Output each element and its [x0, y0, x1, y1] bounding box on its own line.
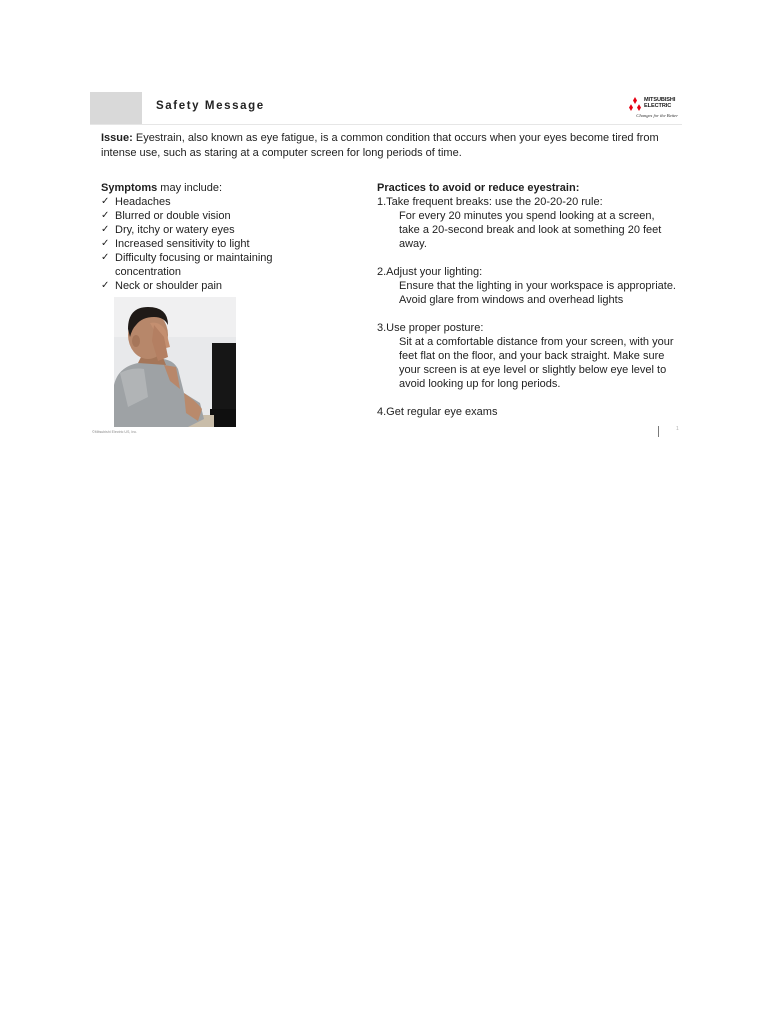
logo-wordmark: MITSUBISHI ELECTRIC: [644, 97, 676, 109]
symptom-item: [101, 209, 301, 223]
logo-tagline: Changes for the Better: [636, 113, 678, 118]
practice-item: [377, 405, 677, 419]
symptoms-heading: Symptoms may include:: [101, 182, 223, 194]
practice-detail: Sit at a comfortable distance from your screen, with your feet flat on the floor, and your back straight. Make sure your screen is at eye level or slightly below eye level to avoid looking up for long periods.: [399, 336, 674, 390]
practice-item: [377, 195, 677, 251]
practice-title: 2.Adjust your lighting:: [377, 266, 483, 278]
symptom-item: [101, 237, 301, 251]
symptom-item: [101, 251, 301, 279]
practice-item: [377, 265, 677, 307]
checkmark-icon: ✓: [101, 224, 110, 235]
symptoms-list: [101, 195, 301, 293]
symptom-text: Blurred or double vision: [115, 210, 231, 222]
photo-credit: ©Mitsubishi Electric US, Inc.: [92, 430, 138, 434]
checkmark-icon: ✓: [101, 196, 110, 207]
symptom-item: [101, 195, 301, 209]
practice-title: 4.Get regular eye exams: [377, 406, 498, 418]
symptom-item: [101, 279, 301, 293]
issue-text: Eyestrain, also known as eye fatigue, is a common condition that occurs when your eyes become tired from intense use, such as staring at a computer screen for long periods of time.: [101, 132, 659, 159]
practices-section: [377, 181, 677, 433]
symptom-text: Dry, itchy or watery eyes: [115, 224, 235, 236]
header-title: Safety Message: [156, 100, 265, 112]
header-divider: [90, 124, 682, 125]
symptom-text: Difficulty focusing or maintaining concentration: [115, 252, 273, 278]
symptom-item: [101, 223, 301, 237]
symptom-text: Headaches: [115, 196, 171, 208]
practice-detail: Ensure that the lighting in your workspace is appropriate. Avoid glare from windows and overhead lights: [399, 280, 676, 306]
issue-paragraph: [101, 131, 681, 161]
symptoms-section: [101, 181, 301, 293]
checkmark-icon: ✓: [101, 238, 110, 249]
header-accent-block: [90, 92, 142, 124]
practice-title: 3.Use proper posture:: [377, 322, 484, 334]
checkmark-icon: ✓: [101, 210, 110, 221]
symptom-text: Increased sensitivity to light: [115, 238, 250, 250]
practices-heading: Practices to avoid or reduce eyestrain:: [377, 182, 580, 194]
photo-man-rubbing-eyes: [114, 297, 236, 427]
slide: [90, 92, 682, 444]
practice-detail: For every 20 minutes you spend looking at a screen, take a 20-second break and look at something 20 feet away.: [399, 210, 662, 250]
practice-title: 1.Take frequent breaks: use the 20-20-20 rule:: [377, 196, 603, 208]
issue-label: Issue:: [101, 132, 133, 144]
symptom-text: Neck or shoulder pain: [115, 280, 223, 292]
practice-item: [377, 321, 677, 391]
practices-list: [377, 195, 677, 419]
three-diamonds-icon: [626, 97, 644, 111]
checkmark-icon: ✓: [101, 252, 110, 263]
page-number: 1: [676, 426, 679, 432]
footer-divider: [658, 426, 659, 437]
checkmark-icon: ✓: [101, 280, 110, 291]
company-logo: [626, 95, 678, 121]
